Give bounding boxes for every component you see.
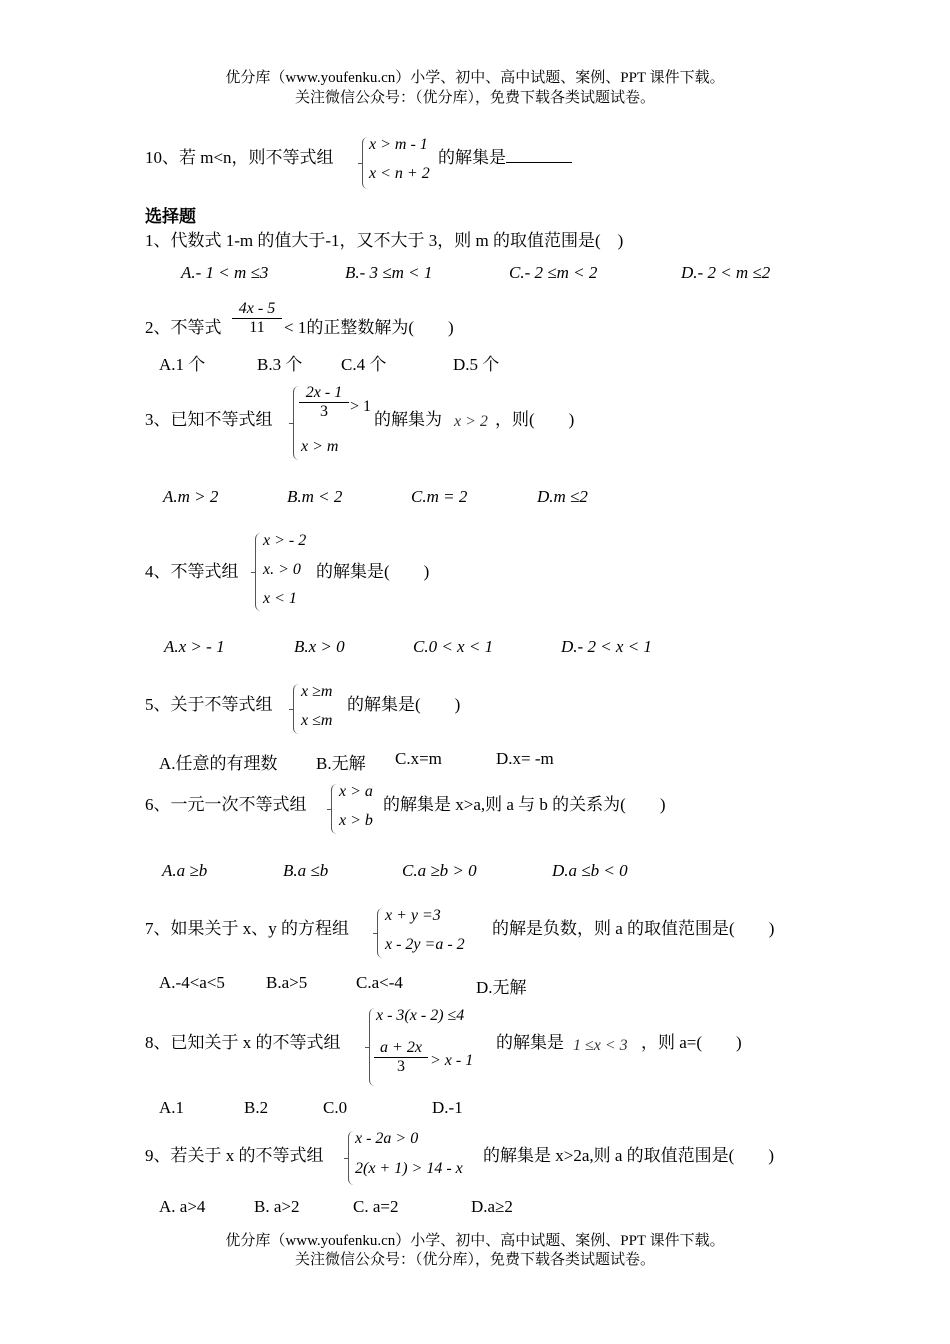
q3-mid: 的解集为 xyxy=(374,410,442,429)
q6-option-c[interactable]: C.a ≥b > 0 xyxy=(402,861,477,880)
q6-sys-line-2: x > b xyxy=(339,812,373,829)
q9-prefix: 9、若关于 x 的不等式组 xyxy=(145,1146,324,1165)
q5-option-b[interactable]: B.无解 xyxy=(316,754,366,773)
q4-option-d[interactable]: D.- 2 < x < 1 xyxy=(561,637,652,656)
q10-sys-line-2: x < n + 2 xyxy=(369,165,430,182)
q3-denominator: 3 xyxy=(320,403,328,420)
q5-option-c[interactable]: C.x=m xyxy=(395,749,442,768)
q2-denominator: 11 xyxy=(249,319,265,336)
footer-line-2: 关注微信公众号：（优分库），免费下载各类试题试卷。 xyxy=(294,1252,655,1268)
q10-sys-line-1: x > m - 1 xyxy=(369,136,428,153)
q2-prefix: 2、不等式 xyxy=(145,318,222,337)
q9-option-d[interactable]: D.a≥2 xyxy=(471,1197,513,1216)
q9-sys-line-1: x - 2a > 0 xyxy=(355,1130,419,1147)
q2-numerator: 4x - 5 xyxy=(238,300,276,317)
q1-option-a[interactable]: A.- 1 < m ≤3 xyxy=(181,263,269,282)
q8-prefix: 8、已知关于 x 的不等式组 xyxy=(145,1033,341,1052)
q9-option-c[interactable]: C. a=2 xyxy=(353,1197,399,1216)
q3-option-a[interactable]: A.m > 2 xyxy=(163,487,219,506)
q8-option-a[interactable]: A.1 xyxy=(159,1098,185,1117)
q8-sys-line-1: x - 3(x - 2) ≤4 xyxy=(376,1007,465,1024)
q8-numerator: a + 2x xyxy=(380,1039,422,1056)
q7-suffix: 的解是负数，则 a 的取值范围是( ) xyxy=(492,919,775,938)
q8-option-c[interactable]: C.0 xyxy=(323,1098,348,1117)
q3-condition: x > 2 xyxy=(454,413,488,430)
q3-gt: > 1 xyxy=(350,398,372,415)
q5-option-d[interactable]: D.x= -m xyxy=(496,749,554,768)
q7-option-a[interactable]: A.-4<a<5 xyxy=(159,973,225,992)
q8-option-b[interactable]: B.2 xyxy=(244,1098,269,1117)
q2-option-a[interactable]: A.1 个 xyxy=(159,355,206,374)
q1-option-d[interactable]: D.- 2 < m ≤2 xyxy=(681,263,771,282)
q3-option-d[interactable]: D.m ≤2 xyxy=(537,487,588,506)
q4-option-b[interactable]: B.x > 0 xyxy=(294,637,345,656)
q3-option-b[interactable]: B.m < 2 xyxy=(287,487,343,506)
q8-condition: 1 ≤x < 3 xyxy=(573,1037,628,1054)
q6-option-d[interactable]: D.a ≤b < 0 xyxy=(552,861,628,880)
header-line-1: 优分库（www.youfenku.cn）小学、初中、高中试题、案例、PPT 课件下载。 xyxy=(225,70,725,86)
q9-sys-line-2: 2(x + 1) > 14 - x xyxy=(355,1160,463,1177)
q9-option-a[interactable]: A. a>4 xyxy=(159,1197,206,1216)
q8-mid: 的解集是 xyxy=(496,1033,564,1052)
q5-option-a[interactable]: A.任意的有理数 xyxy=(159,754,278,773)
q8-fraction xyxy=(374,1039,428,1076)
q9-suffix: 的解集是 x>2a,则 a 的取值范围是( ) xyxy=(483,1146,774,1165)
q7-option-b[interactable]: B.a>5 xyxy=(266,973,308,992)
q1-option-b[interactable]: B.- 3 ≤m < 1 xyxy=(345,263,433,282)
q5-suffix: 的解集是( ) xyxy=(347,695,461,714)
q5-prefix: 5、关于不等式组 xyxy=(145,695,273,714)
q6-option-a[interactable]: A.a ≥b xyxy=(162,861,208,880)
q6-option-b[interactable]: B.a ≤b xyxy=(283,861,329,880)
q2-option-d[interactable]: D.5 个 xyxy=(453,355,500,374)
q4-option-a[interactable]: A.x > - 1 xyxy=(164,637,225,656)
q4-suffix: 的解集是( ) xyxy=(316,562,430,581)
q5-sys-line-2: x ≤m xyxy=(301,712,333,729)
q7-option-c[interactable]: C.a<-4 xyxy=(356,973,403,992)
q2-option-b[interactable]: B.3 个 xyxy=(257,355,303,374)
q4-sys-line-2: x. > 0 xyxy=(263,561,301,578)
q3-numerator: 2x - 1 xyxy=(305,384,343,401)
q10-suffix: 的解集是 xyxy=(438,143,572,168)
q7-sys-line-1: x + y =3 xyxy=(385,907,441,924)
q2-suffix: < 1的正整数解为( ) xyxy=(284,318,454,337)
q1-stem: 1、代数式 1-m 的值大于-1，又不大于 3，则 m 的取值范围是( ) xyxy=(145,231,624,250)
q7-option-d[interactable]: D.无解 xyxy=(476,978,527,997)
q5-sys-line-1: x ≥m xyxy=(301,683,333,700)
q8-suffix: ，则 a=( ) xyxy=(641,1033,742,1052)
answer-blank[interactable] xyxy=(506,146,572,163)
q3-prefix: 3、已知不等式组 xyxy=(145,410,273,429)
q3-suffix: ，则( ) xyxy=(495,410,575,429)
q4-prefix: 4、不等式组 xyxy=(145,562,239,581)
q6-sys-line-1: x > a xyxy=(339,783,373,800)
q8-denominator: 3 xyxy=(397,1058,405,1075)
q9-option-b[interactable]: B. a>2 xyxy=(254,1197,300,1216)
q3-sys-line-2: x > m xyxy=(301,438,339,455)
q6-prefix: 6、一元一次不等式组 xyxy=(145,795,307,814)
q8-gt: > x - 1 xyxy=(430,1052,474,1069)
q7-sys-line-2: x - 2y =a - 2 xyxy=(385,936,465,953)
q8-option-d[interactable]: D.-1 xyxy=(432,1098,463,1117)
q3-fraction xyxy=(299,384,349,421)
header-line-2: 关注微信公众号：（优分库），免费下载各类试题试卷。 xyxy=(294,90,655,106)
q3-option-c[interactable]: C.m = 2 xyxy=(411,487,468,506)
q7-prefix: 7、如果关于 x、y 的方程组 xyxy=(145,919,349,938)
footer-line-1: 优分库（www.youfenku.cn）小学、初中、高中试题、案例、PPT 课件下载。 xyxy=(225,1233,725,1249)
q10-prefix: 10、若 m<n，则不等式组 xyxy=(145,148,334,167)
q4-option-c[interactable]: C.0 < x < 1 xyxy=(413,637,494,656)
q4-sys-line-3: x < 1 xyxy=(263,590,297,607)
q2-fraction xyxy=(232,300,282,337)
q6-suffix: 的解集是 x>a,则 a 与 b 的关系为( ) xyxy=(383,795,666,814)
q1-option-c[interactable]: C.- 2 ≤m < 2 xyxy=(509,263,598,282)
q2-option-c[interactable]: C.4 个 xyxy=(341,355,387,374)
q4-sys-line-1: x > - 2 xyxy=(263,532,307,549)
section-title: 选择题 xyxy=(145,207,196,226)
